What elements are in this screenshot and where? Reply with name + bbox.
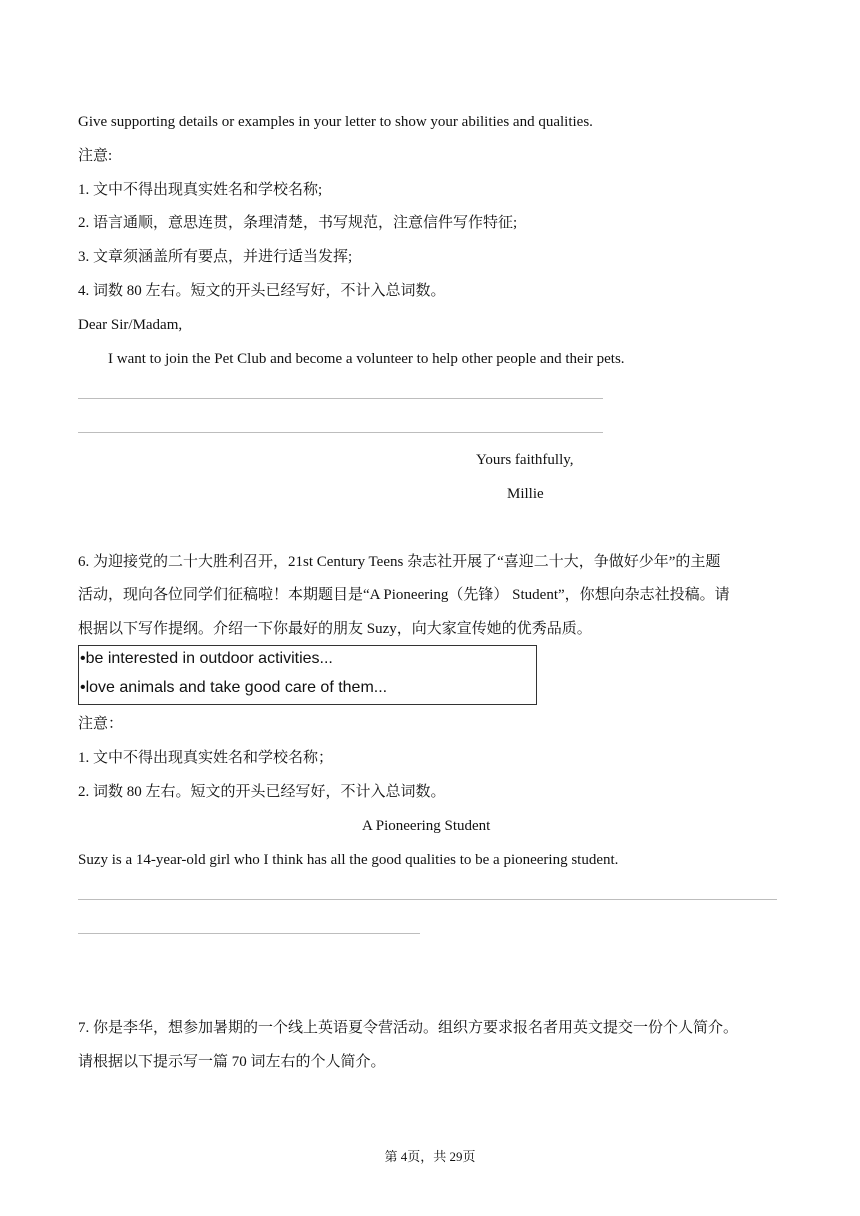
question6-prompt-line-2: 活动，现向各位同学们征稿啦！本期题目是“A Pioneering（先锋） Student”，你想向杂志社投稿。请 (78, 587, 730, 603)
outline-item: •be interested in outdoor activities... (80, 650, 333, 667)
section5-notes-title: 注意: (78, 148, 113, 164)
answer-line (78, 432, 603, 433)
letter-salutation: Dear Sir/Madam, (78, 317, 183, 333)
outline-item: •love animals and take good care of them... (80, 679, 388, 696)
letter-opening: I want to join the Pet Club and become a volunteer to help other people and their pets. (108, 351, 625, 367)
section5-note-2: 2. 语言通顺，意思连贯，条理清楚，书写规范，注意信件写作特征; (78, 215, 518, 231)
outline-box (78, 645, 537, 705)
question6-notes-title: 注意： (78, 716, 124, 732)
question6-note-1: 1. 文中不得出现真实姓名和学校名称； (78, 750, 334, 766)
section5-note-3: 3. 文章须涵盖所有要点，并进行适当发挥; (78, 249, 353, 265)
answer-line (78, 933, 420, 934)
section5-note-4: 4. 词数 80 左右。短文的开头已经写好，不计入总词数。 (78, 283, 446, 299)
letter-closing: Yours faithfully, (476, 452, 574, 468)
section5-intro: Give supporting details or examples in your letter to show your abilities and qualities. (78, 114, 593, 130)
section5-note-1: 1. 文中不得出现真实姓名和学校名称; (78, 182, 323, 198)
question7-prompt-line-1: 7. 你是李华，想参加暑期的一个线上英语夏令营活动。组织方要求报名者用英文提交一份个人简介。 (78, 1020, 739, 1036)
answer-line (78, 899, 777, 900)
essay-title: A Pioneering Student (362, 818, 491, 834)
question6-prompt-line-1: 6. 为迎接党的二十大胜利召开，21st Century Teens 杂志社开展了“喜迎二十大，争做好少年”的主题 (78, 554, 721, 570)
question6-note-2: 2. 词数 80 左右。短文的开头已经写好，不计入总词数。 (78, 784, 446, 800)
letter-signature: Millie (507, 486, 544, 502)
question7-prompt-line-2: 请根据以下提示写一篇 70 词左右的个人简介。 (78, 1054, 386, 1070)
page-number: 第 4页，共 29页 (384, 1149, 476, 1164)
essay-opening: Suzy is a 14-year-old girl who I think has all the good qualities to be a pioneering student. (78, 852, 619, 868)
answer-line (78, 398, 603, 399)
question6-prompt-line-3: 根据以下写作提纲。介绍一下你最好的朋友 Suzy，向大家宣传她的优秀品质。 (78, 621, 592, 637)
